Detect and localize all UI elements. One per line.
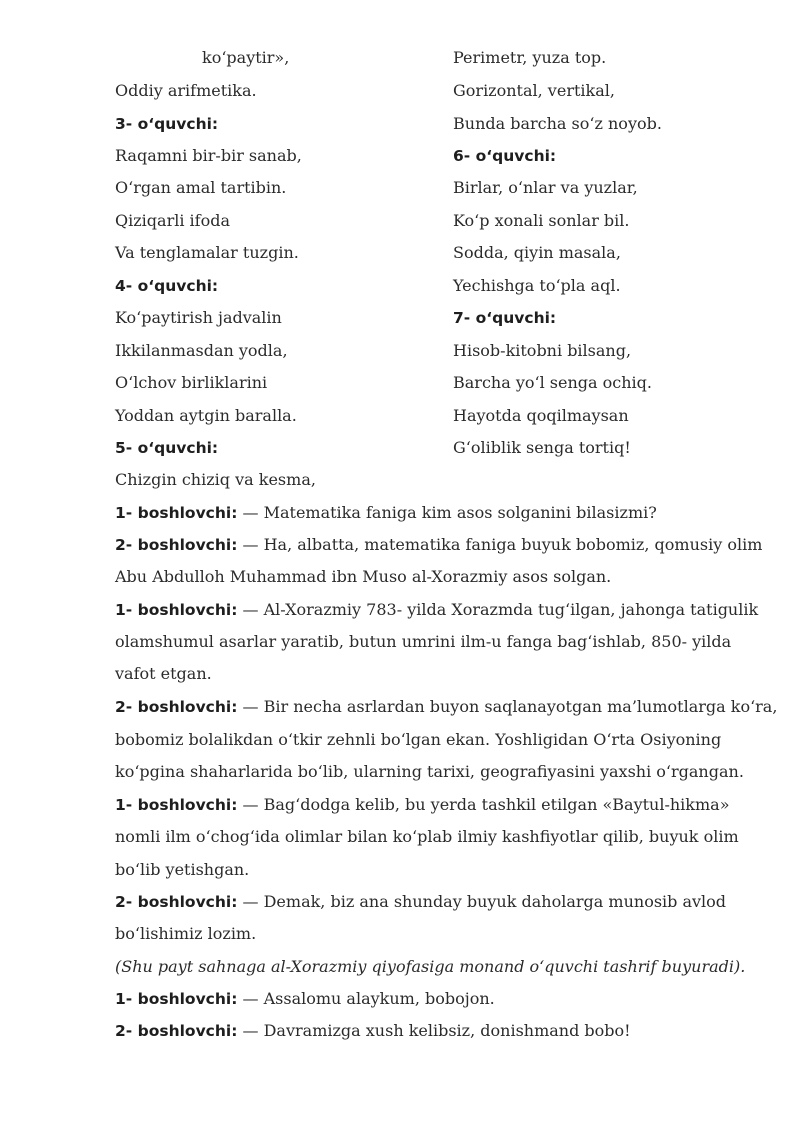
- speaker-label: 2- boshlovchi:: [115, 536, 238, 554]
- poem-left-line: Qiziqarli ifoda: [115, 211, 230, 230]
- student-heading: 6- o‘quvchi:: [453, 147, 557, 165]
- poem-right-line: Sodda, qiyin masala,: [453, 243, 621, 262]
- student-heading: 7- o‘quvchi:: [453, 309, 557, 327]
- student-heading: 3- o‘quvchi:: [115, 115, 219, 133]
- dialogue-text: — Davramizga xush kelibsiz, donishmand bobo!: [237, 1021, 631, 1040]
- dialogue-text: bo‘lishimiz lozim.: [115, 924, 257, 943]
- dialogue-line: [115, 534, 762, 556]
- dialogue-text: — Matematika faniga kim asos solganini bilasizmi?: [237, 503, 657, 522]
- stage-direction: (Shu payt sahnaga al-Xorazmiy qiyofasiga monand o‘quvchi tashrif buyuradi).: [115, 957, 746, 976]
- poem-left-line: ko‘paytir»,: [202, 48, 290, 67]
- student-heading: 4- o‘quvchi:: [115, 277, 219, 295]
- poem-right-line: Barcha yo‘l senga ochiq.: [453, 373, 652, 392]
- dialogue-text: vafot etgan.: [115, 664, 212, 683]
- poem-right-line: Hisob-kitobni bilsang,: [453, 341, 632, 360]
- poem-left-line: O‘rgan amal tartibin.: [115, 178, 287, 197]
- poem-right-line: Yechishga to‘pla aql.: [453, 276, 621, 295]
- dialogue-text: olamshumul asarlar yaratib, butun umrini ilm-u fanga bag‘ishlab, 850- yilda: [115, 632, 732, 651]
- poem-left-line: Va tenglamalar tuzgin.: [115, 243, 299, 262]
- dialogue-text: nomli ilm o‘chog‘ida olimlar bilan ko‘plab ilmiy kashfiyotlar qilib, buyuk olim: [115, 827, 739, 846]
- poem-right-line: Gorizontal, vertikal,: [453, 81, 615, 100]
- poem-right-line: Hayotda qoqilmaysan: [453, 406, 629, 425]
- poem-left-line: Raqamni bir-bir sanab,: [115, 146, 302, 165]
- dialogue-line: [115, 988, 495, 1010]
- student-heading: 5- o‘quvchi:: [115, 439, 219, 457]
- dialogue-text: ko‘pgina shaharlarida bo‘lib, ularning tarixi, geografiyasini yaxshi o‘rgangan.: [115, 762, 744, 781]
- poem-left-line: Ko‘paytirish jadvalin: [115, 308, 282, 327]
- speaker-label: 1- boshlovchi:: [115, 990, 238, 1008]
- speaker-label: 1- boshlovchi:: [115, 796, 238, 814]
- dialogue-line: [115, 891, 726, 913]
- poem-right-line: Ko‘p xonali sonlar bil.: [453, 211, 630, 230]
- poem-left-line: O‘lchov birliklarini: [115, 373, 268, 392]
- poem-right-line: G‘oliblik senga tortiq!: [453, 438, 631, 457]
- poem-left-line: Yoddan aytgin baralla.: [115, 406, 297, 425]
- poem-right-line: Birlar, o‘nlar va yuzlar,: [453, 178, 638, 197]
- poem-left-line: Chizgin chiziq va kesma,: [115, 470, 316, 489]
- dialogue-line: [115, 696, 777, 718]
- poem-left-line: Ikkilanmasdan yodla,: [115, 341, 288, 360]
- dialogue-line: [115, 794, 729, 816]
- dialogue-line: [115, 502, 657, 524]
- poem-right-line: Perimetr, yuza top.: [453, 48, 607, 67]
- dialogue-text: — Bir necha asrlardan buyon saqlanayotgan ma’lumotlarga ko‘ra,: [237, 697, 778, 716]
- dialogue-text: bobomiz bolalikdan o‘tkir zehnli bo‘lgan ekan. Yoshligidan O‘rta Osiyoning: [115, 730, 722, 749]
- speaker-label: 2- boshlovchi:: [115, 1022, 238, 1040]
- dialogue-text: — Al-Xorazmiy 783- yilda Xorazmda tug‘ilgan, jahonga tatigulik: [237, 600, 759, 619]
- dialogue-text: — Bag‘dodga kelib, bu yerda tashkil etilgan «Baytul-hikma»: [237, 795, 730, 814]
- poem-left-line: Oddiy arifmetika.: [115, 81, 257, 100]
- dialogue-line: [115, 1020, 631, 1042]
- dialogue-text: Abu Abdulloh Muhammad ibn Muso al-Xorazmiy asos solgan.: [115, 567, 612, 586]
- dialogue-line: [115, 599, 758, 621]
- dialogue-text: — Assalomu alaykum, bobojon.: [237, 989, 495, 1008]
- dialogue-text: bo‘lib yetishgan.: [115, 860, 250, 879]
- speaker-label: 2- boshlovchi:: [115, 698, 238, 716]
- speaker-label: 1- boshlovchi:: [115, 601, 238, 619]
- speaker-label: 2- boshlovchi:: [115, 893, 238, 911]
- poem-right-line: Bunda barcha so‘z noyob.: [453, 114, 662, 133]
- speaker-label: 1- boshlovchi:: [115, 504, 238, 522]
- dialogue-text: — Ha, albatta, matematika faniga buyuk bobomiz, qomusiy olim: [237, 535, 763, 554]
- dialogue-text: — Demak, biz ana shunday buyuk daholarga munosib avlod: [237, 892, 727, 911]
